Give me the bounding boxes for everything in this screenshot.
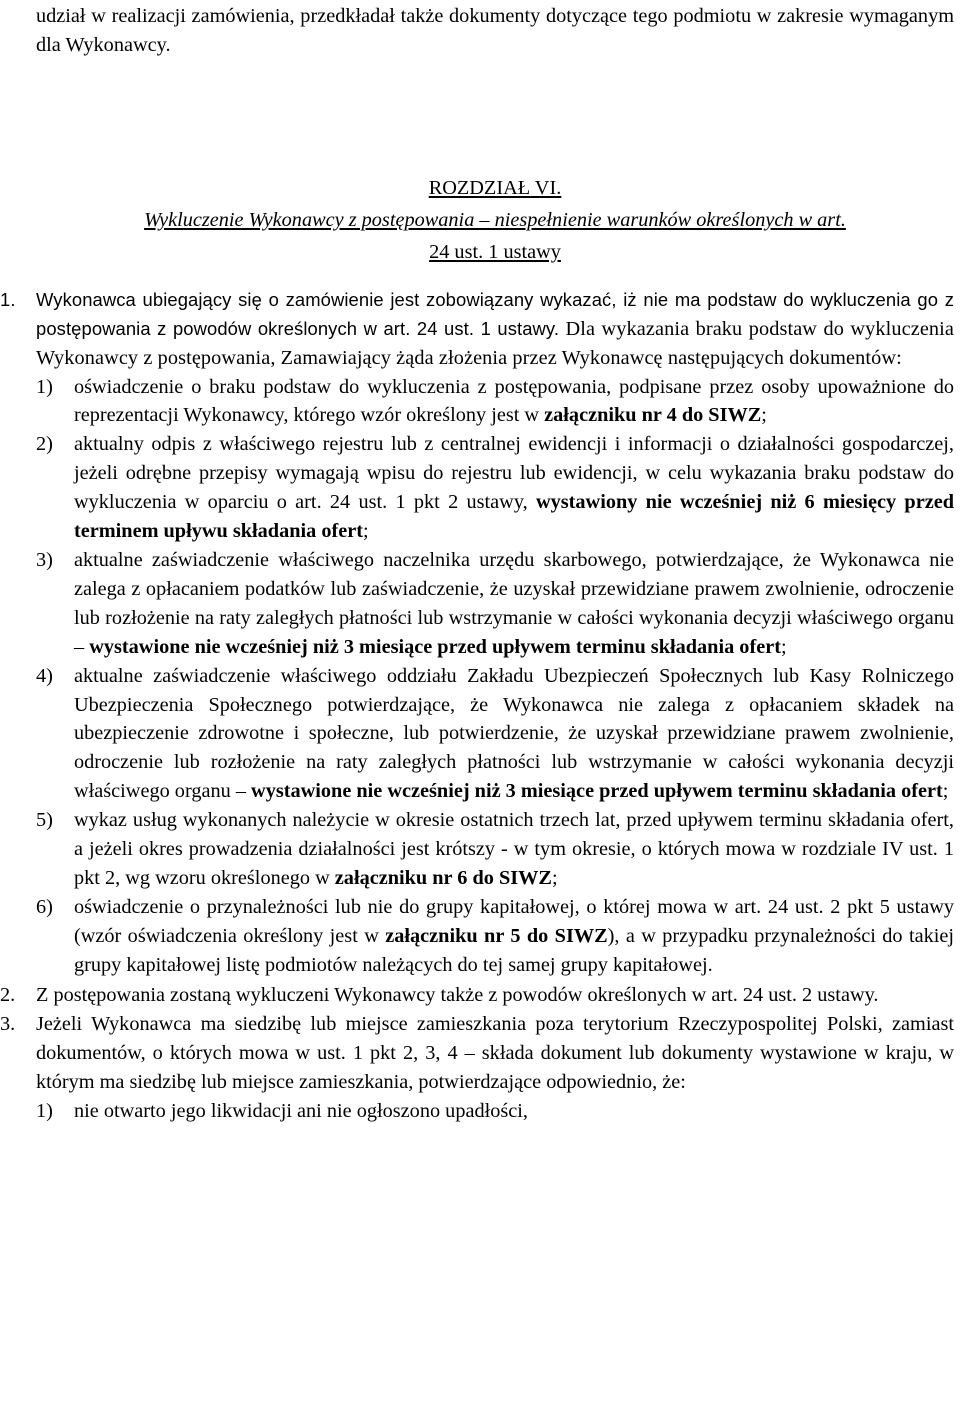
item-text — [74, 430, 954, 546]
item-tail: ; — [551, 866, 558, 889]
item-text — [74, 893, 954, 980]
list-item — [36, 546, 954, 662]
section-3 — [0, 1010, 954, 1126]
section-1 — [0, 286, 954, 373]
section-number: 1. — [0, 288, 16, 310]
item-number: 1) — [36, 1100, 53, 1123]
item-bold: załączniku nr 5 do SIWZ — [385, 924, 608, 947]
list-item — [36, 806, 954, 893]
section-2-text: Z postępowania zostaną wykluczeni Wykonawcy także z powodów określonych w art. 24 ust. 2 ustawy. — [36, 983, 879, 1006]
section-number: 3. — [0, 1013, 16, 1036]
section-1-intro-a: Wykonawca ubiegający się o zamówienie jest zobowiązany wykazać, iż nie ma podstaw do wykluczenia go z postępowania z powodów określonych w art. 24 ust. 1 ustawy. — [36, 288, 954, 339]
item-body: oświadczenie o braku podstaw do wykluczenia z postępowania, podpisane przez osoby upoważnione do reprezentacji Wykonawcy, którego wzór określony jest w — [74, 375, 954, 427]
section-1-intro — [36, 286, 954, 373]
list-item — [36, 373, 954, 431]
item-bold: załączniku nr 6 do SIWZ — [334, 866, 552, 889]
item-text — [74, 806, 954, 893]
section-2 — [0, 981, 954, 1010]
item-text — [74, 373, 954, 431]
item-bold: wystawiony nie wcześniej niż 6 miesięcy przed terminem upływu składania ofert — [74, 491, 954, 543]
item-tail: ; — [363, 520, 369, 543]
document-page — [0, 2, 960, 1424]
section-3-text: Jeżeli Wykonawca ma siedzibę lub miejsce zamieszkania poza terytorium Rzeczypospolitej Polski, zamiast dokumentów, o których mowa w ust. 1 pkt 2, 3, 4 – składa dokument lub dokumenty wystawione w kraju, w którym ma siedzibę lub miejsce zamieszkania, potwierdzające odpowiednio, że: — [36, 1013, 954, 1094]
item-tail: ; — [761, 404, 767, 427]
item-number: 1) — [36, 375, 53, 398]
list-item — [36, 893, 954, 980]
item-body: aktualne zaświadczenie właściwego oddziału Zakładu Ubezpieczeń Społecznych lub Kasy Rolniczego Ubezpieczenia Społecznego potwierdzające, że Wykonawca nie zalega z opłacaniem składek na ubezpieczenie zdrowotne i społeczne, lub potwierdzenie, że uzyskał przewidziane prawem zwolnienie, odroczenie lub rozłożenie na raty zaległych płatności lub wstrzymanie w całości wykonania decyzji właściwego organu – — [74, 664, 954, 803]
item-tail: ; — [780, 635, 787, 658]
chapter-title-continuation: 24 ust. 1 ustawy — [429, 240, 561, 263]
item-tail: ), a w przypadku przynależności do takiej grupy kapitałowej listę podmiotów należących do tej samej grupy kapitałowej. — [74, 924, 954, 976]
list-item — [36, 430, 954, 546]
item-body: aktualny odpis z właściwego rejestru lub z centralnej ewidencji i informacji o działalności gospodarczej, jeżeli odrębne przepisy wymagają wpisu do rejestru lub ewidencji, w celu wykazania braku podstaw do wykluczenia w oparciu o art. 24 ust. 1 pkt 2 ustawy, — [74, 433, 954, 514]
item-number: 6) — [36, 895, 53, 918]
list-item — [36, 1097, 954, 1126]
item-bold: załączniku nr 4 do SIWZ — [544, 404, 762, 427]
item-body: wykaz usług wykonanych należycie w okresie ostatnich trzech lat, przed upływem terminu składania ofert, a jeżeli okres prowadzenia działalności jest krótszy - w tym okresie, o których mowa w rozdziale IV ust. 1 pkt 2, wg wzoru określonego w — [74, 809, 954, 889]
item-text — [74, 546, 954, 662]
chapter-title: Wykluczenie Wykonawcy z postępowania – niespełnienie warunków określonych w art. — [144, 208, 846, 231]
item-text: nie otwarto jego likwidacji ani nie ogłoszono upadłości, — [74, 1100, 528, 1123]
list-item — [36, 662, 954, 807]
item-bold: wystawione nie wcześniej niż 3 miesiące przed upływem terminu składania ofert — [251, 780, 943, 803]
item-number: 2) — [36, 433, 53, 456]
item-number: 5) — [36, 809, 53, 832]
item-tail: ; — [942, 780, 949, 803]
item-body: aktualne zaświadczenie właściwego naczelnika urzędu skarbowego, potwierdzające, że Wykonawca nie zalega z opłacaniem podatków lub zaświadczenie, że uzyskał przewidziane prawem zwolnienie, odroczenie lub rozłożenie na raty zaległych płatności lub wstrzymanie w całości wykonania decyzji właściwego organu – — [74, 548, 954, 658]
item-number: 3) — [36, 548, 53, 571]
chapter-label: ROZDZIAŁ VI. — [428, 176, 562, 199]
continuation-paragraph: udział w realizacji zamówienia, przedkładał także dokumenty dotyczące tego podmiotu w zakresie wymaganym dla Wykonawcy. — [36, 5, 954, 56]
item-body: oświadczenie o przynależności lub nie do grupy kapitałowej, o której mowa w art. 24 ust. 2 pkt 5 ustawy (wzór oświadczenia określony jest w — [74, 895, 954, 947]
item-bold: wystawione nie wcześniej niż 3 miesiące przed upływem terminu składania ofert — [89, 635, 781, 658]
section-1-items — [36, 373, 954, 980]
section-number: 2. — [0, 983, 16, 1006]
item-text — [74, 662, 954, 807]
chapter-heading — [36, 172, 954, 268]
item-number: 4) — [36, 664, 53, 687]
section-1-intro-b: Dla wykazania braku podstaw do wykluczenia Wykonawcy z postępowania, Zamawiający żąda złożenia przez Wykonawcę następujących dokumentów: — [36, 317, 954, 369]
